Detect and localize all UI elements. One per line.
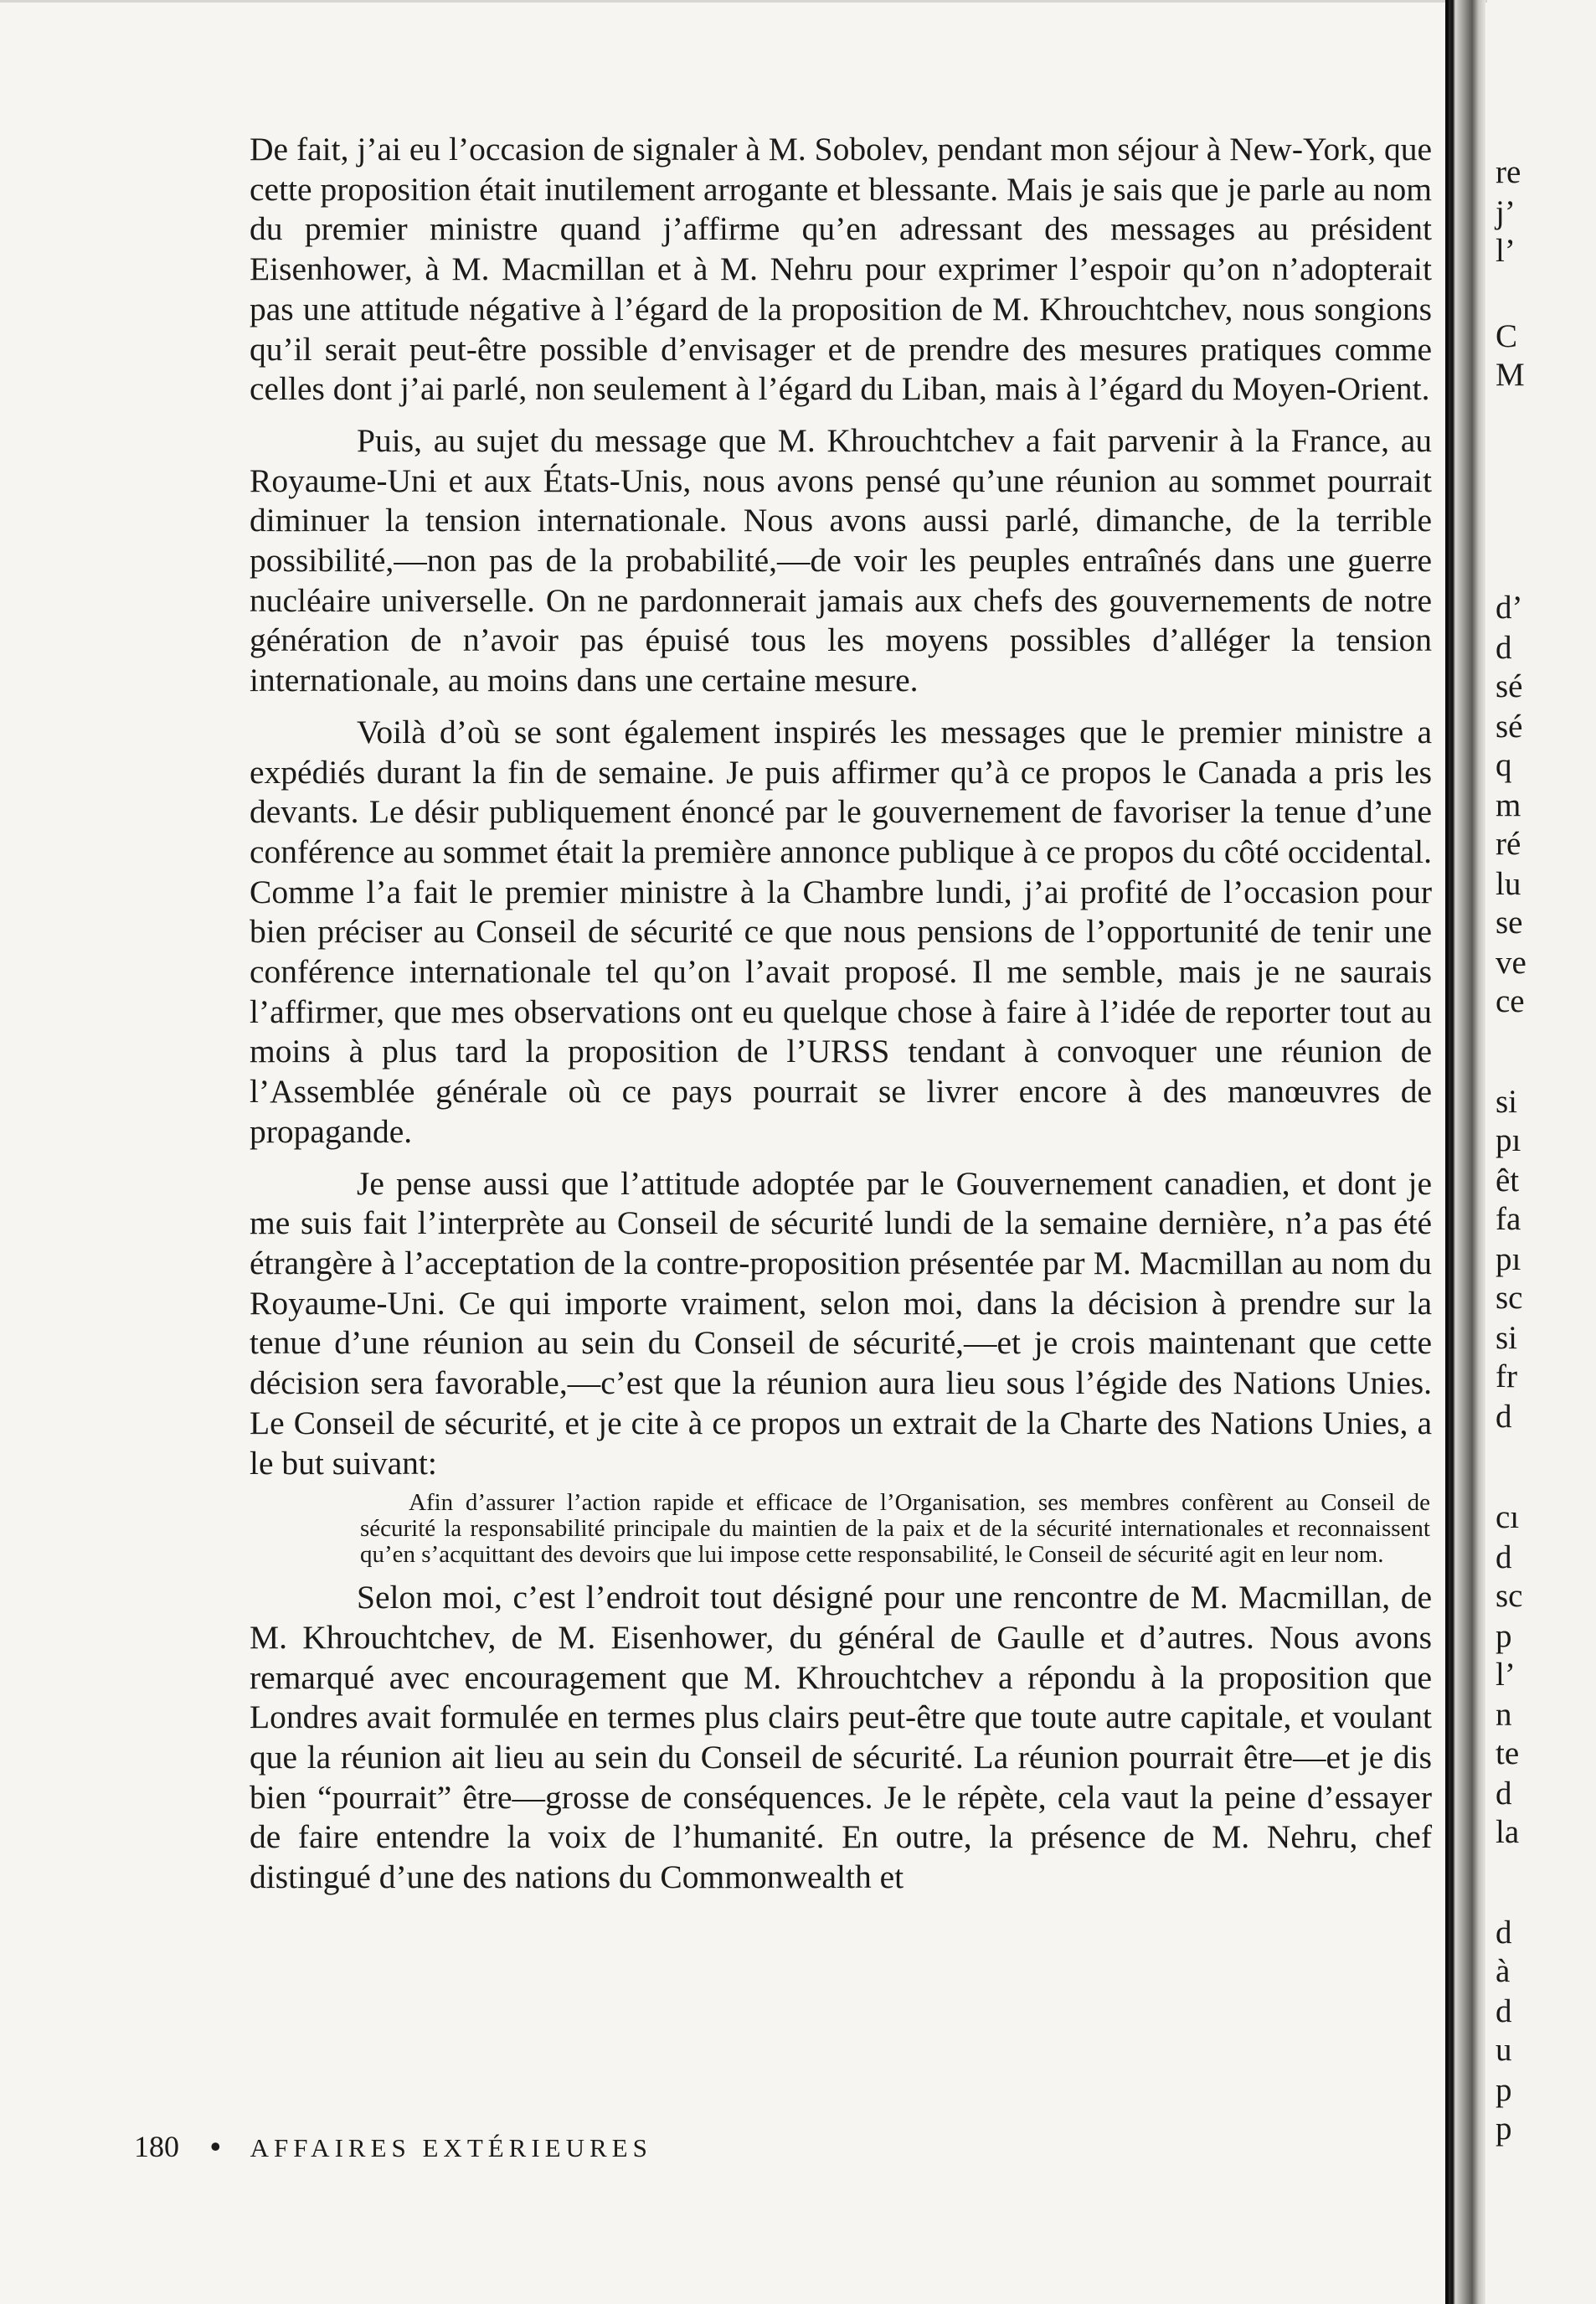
page-footer bbox=[134, 2129, 652, 2164]
next-page-fragment: q bbox=[1496, 747, 1512, 783]
next-page-fragment: p bbox=[1496, 2111, 1512, 2147]
next-page-fragment: d bbox=[1496, 1993, 1512, 2029]
next-page-fragment: cı bbox=[1496, 1499, 1520, 1535]
next-page-fragment: u bbox=[1496, 2032, 1512, 2068]
next-page-fragment: êt bbox=[1496, 1162, 1520, 1198]
next-page-fragment: d bbox=[1496, 1539, 1512, 1575]
paragraph-2: Puis, au sujet du message que M. Khrouchtchev a fait parvenir à la France, au Royaume-Uni et aux États-Unis, nous avons pensé qu’une réunion au sommet pourrait diminuer la tension internationale. Nous avons aussi parlé, dimanche, de la terrible possibilité,—non pas de la probabilité,—de voir les peuples entraînés dans une guerre nucléaire universelle. On ne pardonnerait jamais aux chefs des gouvernements de notre génération de n’avoir pas épuisé tous les moyens possibles d’alléger la tension internationale, au moins dans une certaine mesure. bbox=[250, 421, 1432, 699]
next-page-edge bbox=[1487, 0, 1596, 2304]
next-page-fragment: d’ bbox=[1496, 590, 1523, 626]
next-page-fragment: m bbox=[1496, 787, 1521, 823]
next-page-fragment: lu bbox=[1496, 866, 1521, 902]
next-page-fragment: pı bbox=[1496, 1241, 1521, 1277]
next-page-fragment: p bbox=[1496, 2072, 1512, 2108]
next-page-fragment: fr bbox=[1496, 1358, 1517, 1394]
next-page-fragment: C bbox=[1496, 318, 1518, 354]
next-page-fragment: fa bbox=[1496, 1201, 1521, 1237]
next-page-fragment: sc bbox=[1496, 1578, 1523, 1614]
page-number: 180 bbox=[134, 2130, 179, 2163]
next-page-fragment: sé bbox=[1496, 668, 1523, 704]
next-page-fragment: se bbox=[1496, 905, 1523, 941]
footer-separator: • bbox=[210, 2130, 221, 2163]
paragraph-4: Je pense aussi que l’attitude adoptée par le Gouvernement canadien, et dont je me suis fait l’interprète au Conseil de sécurité lundi de la semaine dernière, n’a pas été étrangère à l’acceptation de la contre-proposition présentée par M. Macmillan au nom du Royaume-Uni. Ce qui importe vraiment, selon moi, dans la décision à prendre sur la tenue d’une réunion au sein du Conseil de sécurité,—et je crois maintenant que cette décision sera favorable,—c’est que la réunion aura lieu sous l’égide des Nations Unies. Le Conseil de sécurité, et je cite à ce propos un extrait de la Charte des Nations Unies, a le but suivant: bbox=[250, 1164, 1432, 1482]
charter-quote: Afin d’assurer l’action rapide et efficace de l’Organisation, ses membres confèrent au Conseil de sécurité la responsabilité principale du maintien de la paix et de la sécurité internationales et reconnaissent qu’en s’acquittant des devoirs que lui impose cette responsabilité, le Conseil de sécurité agit en leur nom. bbox=[360, 1489, 1430, 1569]
paragraph-5: Selon moi, c’est l’endroit tout désigné pour une rencontre de M. Macmillan, de M. Khrouchtchev, de M. Eisenhower, du général de Gaulle et d’autres. Nous avons remarqué avec encouragement que M. Khrouchtchev a répondu à la proposition que Londres avait formulée en termes plus clairs peut-être que toute autre capitale, et voulant que la réunion ait lieu au sein du Conseil de sécurité. La réunion pourrait être—et je dis bien “pourrait” être—grosse de conséquences. Je le répète, cela vaut la peine d’essayer de faire entendre la voix de l’humanité. En outre, la présence de M. Nehru, chef distingué d’une des nations du Commonwealth et bbox=[250, 1579, 1432, 1896]
next-page-fragment: d bbox=[1496, 1915, 1512, 1951]
next-page-fragment: l’ bbox=[1496, 233, 1516, 269]
next-page-fragment: pı bbox=[1496, 1122, 1521, 1158]
next-page-fragment: l’ bbox=[1496, 1657, 1516, 1693]
page-text-column bbox=[250, 130, 1432, 1898]
next-page-fragment: d bbox=[1496, 630, 1512, 666]
next-page-fragment: à bbox=[1496, 1953, 1511, 1989]
next-page-fragment: d bbox=[1496, 1776, 1512, 1812]
next-page-fragment: d bbox=[1496, 1399, 1512, 1435]
next-page-fragment: te bbox=[1496, 1735, 1520, 1771]
paragraph-3: Voilà d’où se sont également inspirés les messages que le premier ministre a expédiés durant la fin de semaine. Je puis affirmer qu’à ce propos le Canada a pris les devants. Le désir publiquement énoncé par le gouvernement de favoriser la tenue d’une conférence au sommet était la première annonce publique à ce propos du côté occidental. Comme l’a fait le premier ministre à la Chambre lundi, j’ai profité de l’occasion pour bien préciser au Conseil de sécurité ce que nous pensions de l’opportunité de tenir une conférence internationale tel qu’on l’avait proposé. Il me semble, mais je ne saurais l’affirmer, que mes observations ont eu quelque chose à faire à l’idée de reporter tout au moins à plus tard la proposition de l’URSS tendant à convoquer une réunion de l’Assemblée générale où ce pays pourrait se livrer encore à des manœuvres de propagande. bbox=[250, 713, 1432, 1150]
next-page-fragment: la bbox=[1496, 1814, 1520, 1850]
next-page-fragment: si bbox=[1496, 1320, 1518, 1356]
next-page-fragment: n bbox=[1496, 1697, 1512, 1733]
next-page-fragment: re bbox=[1496, 154, 1521, 190]
next-page-fragment: ve bbox=[1496, 945, 1526, 981]
next-page-fragment: si bbox=[1496, 1084, 1518, 1120]
publication-title: AFFAIRES EXTÉRIEURES bbox=[250, 2133, 652, 2162]
next-page-fragment: sé bbox=[1496, 709, 1523, 745]
next-page-fragment: j’ bbox=[1496, 194, 1516, 230]
book-gutter bbox=[1449, 0, 1485, 2304]
next-page-fragment: ce bbox=[1496, 983, 1525, 1019]
next-page-fragment: M bbox=[1496, 357, 1525, 393]
next-page-fragment: ré bbox=[1496, 826, 1521, 862]
next-page-fragment: p bbox=[1496, 1618, 1512, 1654]
paragraph-1: De fait, j’ai eu l’occasion de signaler à M. Sobolev, pendant mon séjour à New-York, que cette proposition était inutilement arrogante et blessante. Mais je sais que je parle au nom du premier ministre quand j’affirme qu’en adressant des messages au président Eisenhower, à M. Macmillan et à M. Nehru pour exprimer l’espoir qu’on n’adopterait pas une attitude négative à l’égard de la proposition de M. Khrouchtchev, nous songions qu’il serait peut-être possible d’envisager et de prendre des mesures pratiques comme celles dont j’ai parlé, non seulement à l’égard du Liban, mais à l’égard du Moyen-Orient. bbox=[250, 131, 1432, 408]
next-page-fragment: sc bbox=[1496, 1280, 1523, 1316]
scan-top-edge bbox=[0, 0, 1596, 3]
